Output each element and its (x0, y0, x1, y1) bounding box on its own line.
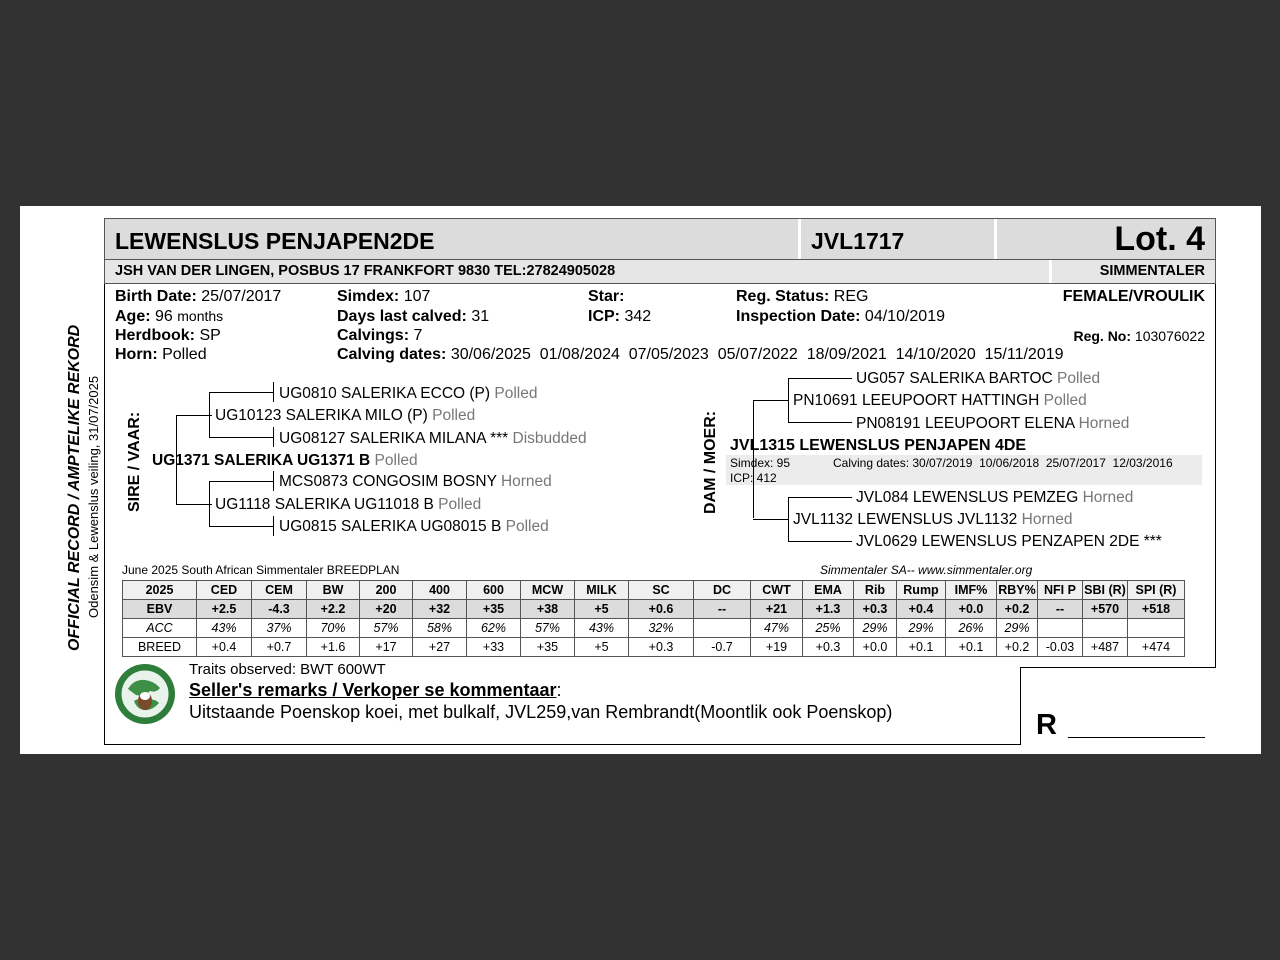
breedplan-cell: SC (629, 581, 694, 600)
icp: ICP: 342 (588, 308, 652, 325)
sire-label: SIRE / VAAR: (126, 411, 143, 512)
breedplan-cell (1083, 619, 1128, 638)
breedplan-cell: +0.1 (946, 638, 997, 657)
dam-sire-dam: PN08191 LEEUPOORT ELENA Horned (856, 415, 1130, 432)
animal-name: LEWENSLUS PENJAPEN2DE (115, 228, 435, 254)
calving-dates: Calving dates: 30/06/2025 01/08/2024 07/05/2023 05/07/2022 18/09/2021 14/10/2020 15/11/2019 (337, 346, 1064, 363)
breedplan-cell: 57% (360, 619, 413, 638)
breedplan-cell (1128, 619, 1185, 638)
breedplan-cell: CEM (252, 581, 307, 600)
dam-name: JVL1315 LEWENSLUS PENJAPEN 4DE (730, 437, 1027, 454)
breedplan-cell: +5 (575, 638, 629, 657)
lot-card (20, 206, 1261, 754)
breedplan-cell: 37% (252, 619, 307, 638)
dam-simdex: Simdex: 95 (730, 456, 791, 470)
breedplan-cell: +27 (413, 638, 467, 657)
r-signature-line (1068, 737, 1205, 738)
breedplan-cell: +487 (1083, 638, 1128, 657)
breedplan-cell: +1.3 (803, 600, 854, 619)
breedplan-cell: 70% (307, 619, 360, 638)
breedplan-cell: 25% (803, 619, 854, 638)
r-label: R (1036, 709, 1057, 741)
sex: FEMALE/VROULIK (1062, 288, 1205, 305)
breedplan-cell: SBI (R) (1083, 581, 1128, 600)
breedplan-cell: +0.3 (854, 600, 897, 619)
breedplan-cell: 62% (467, 619, 521, 638)
breedplan-cell: BW (307, 581, 360, 600)
breedplan-caption: June 2025 South African Simmentaler BREEDPLAN (122, 563, 400, 577)
dam-sire: PN10691 LEEUPOORT HATTINGH Polled (793, 392, 1087, 409)
breedplan-cell: +0.4 (197, 638, 252, 657)
sire-dam-dam: UG0815 SALERIKA UG08015 B Polled (279, 518, 549, 535)
breedplan-cell: +0.3 (629, 638, 694, 657)
days-last-calved: Days last calved: 31 (337, 308, 490, 325)
horn: Horn: Polled (115, 346, 207, 363)
breedplan-cell: RBY% (997, 581, 1038, 600)
breedplan-cell: 32% (629, 619, 694, 638)
breedplan-cell: 29% (997, 619, 1038, 638)
breedplan-cell: -- (694, 600, 751, 619)
reg-status: Reg. Status: REG (736, 288, 869, 305)
simdex: Simdex: 107 (337, 288, 431, 305)
breedplan-cell: 29% (854, 619, 897, 638)
dam-dam-dam: JVL0629 LEWENSLUS PENZAPEN 2DE *** (856, 533, 1162, 550)
breedplan-cell: +0.2 (997, 600, 1038, 619)
breedplan-table (122, 580, 1185, 657)
breedplan-cell: 43% (575, 619, 629, 638)
breedplan-cell: +0.6 (629, 600, 694, 619)
official-record-label: OFFICIAL RECORD / AMPTELIKE REKORD (66, 324, 83, 651)
breedplan-cell: +35 (521, 638, 575, 657)
inspection-date: Inspection Date: 04/10/2019 (736, 308, 945, 325)
breedplan-row (123, 619, 1185, 638)
sire-sire-sire: UG0810 SALERIKA ECCO (P) Polled (279, 385, 538, 402)
sire-sire: UG10123 SALERIKA MILO (P) Polled (215, 407, 476, 424)
breedplan-row (123, 600, 1185, 619)
sire-sire-dam: UG08127 SALERIKA MILANA *** Disbudded (279, 430, 587, 447)
dam-calving-dates: Calving dates: 30/07/2019 10/06/2018 25/07/2017 12/03/2016 (833, 456, 1173, 470)
sire-dam: UG1118 SALERIKA UG11018 B Polled (215, 496, 482, 513)
breedplan-cell: +0.7 (252, 638, 307, 657)
breedplan-cell: +518 (1128, 600, 1185, 619)
star: Star: (588, 288, 625, 305)
breedplan-cell (694, 619, 751, 638)
breedplan-cell: EMA (803, 581, 854, 600)
breedplan-cell: -0.03 (1038, 638, 1083, 657)
breedplan-cell: +0.4 (897, 600, 946, 619)
dam-icp: ICP: 412 (730, 471, 777, 485)
breedplan-cell: 57% (521, 619, 575, 638)
breedplan-cell: +0.0 (854, 638, 897, 657)
breedplan-cell: 2025 (123, 581, 197, 600)
breedplan-cell: NFI P (1038, 581, 1083, 600)
breedplan-cell: +570 (1083, 600, 1128, 619)
breedplan-website: Simmentaler SA-- www.simmentaler.org (820, 563, 1033, 577)
breedplan-cell: EBV (123, 600, 197, 619)
breedplan-cell: +0.3 (803, 638, 854, 657)
breedplan-cell: +19 (751, 638, 803, 657)
dam-label: DAM / MOER: (702, 410, 719, 514)
breedplan-cell: +0.2 (997, 638, 1038, 657)
breedplan-cell: Rump (897, 581, 946, 600)
breedplan-cell: 600 (467, 581, 521, 600)
breedplan-cell: ACC (123, 619, 197, 638)
breedplan-cell: 29% (897, 619, 946, 638)
herdbook: Herdbook: SP (115, 327, 221, 344)
breedplan-cell: 400 (413, 581, 467, 600)
breedplan-cell: +20 (360, 600, 413, 619)
lot-number: Lot. 4 (1114, 220, 1205, 258)
breedplan-cell: 200 (360, 581, 413, 600)
breedplan-cell: +21 (751, 600, 803, 619)
breedplan-row (123, 638, 1185, 657)
breedplan-cell: Rib (854, 581, 897, 600)
breedplan-cell: +2.2 (307, 600, 360, 619)
breedplan-cell: 58% (413, 619, 467, 638)
breedplan-cell: SPI (R) (1128, 581, 1185, 600)
breedplan-row (123, 581, 1185, 600)
seller-remarks: Uitstaande Poenskop koei, met bulkalf, JVL259,van Rembrandt(Moontlik ook Poenskop) (189, 702, 893, 722)
breedplan-cell: +0.0 (946, 600, 997, 619)
reg-no: Reg. No: 103076022 (1073, 328, 1205, 344)
breedplan-cell: -0.7 (694, 638, 751, 657)
sire-name: UG1371 SALERIKA UG1371 B Polled (152, 452, 418, 469)
breedplan-cell: MCW (521, 581, 575, 600)
breedplan-cell: +2.5 (197, 600, 252, 619)
dam-dam: JVL1132 LEWENSLUS JVL1132 Horned (793, 511, 1073, 528)
simmentaler-globe-logo-icon (114, 663, 176, 725)
auction-label: Odensim & Lewenslus veiling, 31/07/2025 (86, 375, 101, 618)
breedplan-cell: +35 (467, 600, 521, 619)
breedplan-cell: +17 (360, 638, 413, 657)
remarks-heading: Seller's remarks / Verkoper se kommentaar: (189, 680, 562, 700)
breedplan-cell: IMF% (946, 581, 997, 600)
header-row (104, 218, 1216, 260)
breedplan-cell: +0.1 (897, 638, 946, 657)
breedplan-cell: -- (1038, 600, 1083, 619)
breedplan-cell (1038, 619, 1083, 638)
breedplan-cell: +32 (413, 600, 467, 619)
age: Age: 96 months (115, 308, 224, 325)
breedplan-cell: +1.6 (307, 638, 360, 657)
traits-observed: Traits observed: BWT 600WT (189, 661, 386, 678)
breedplan-cell: CWT (751, 581, 803, 600)
breedplan-cell: CED (197, 581, 252, 600)
breedplan-cell: 43% (197, 619, 252, 638)
dam-dam-sire: JVL084 LEWENSLUS PEMZEG Horned (856, 489, 1134, 506)
breedplan-cell: DC (694, 581, 751, 600)
breedplan-cell: -4.3 (252, 600, 307, 619)
breeder-row (104, 260, 1216, 284)
breedplan-cell: +5 (575, 600, 629, 619)
breedplan-cell: +474 (1128, 638, 1185, 657)
breedplan-cell: +38 (521, 600, 575, 619)
breeder-line: JSH VAN DER LINGEN, POSBUS 17 FRANKFORT 9830 TEL:27824905028 (115, 263, 616, 279)
animal-id: JVL1717 (811, 228, 905, 254)
breedplan-cell: MILK (575, 581, 629, 600)
birth-date: Birth Date: 25/07/2017 (115, 288, 282, 305)
breed-name: SIMMENTALER (1099, 263, 1205, 279)
calvings: Calvings: 7 (337, 327, 423, 344)
breedplan-cell: 26% (946, 619, 997, 638)
breedplan-cell: 47% (751, 619, 803, 638)
breedplan-cell: BREED (123, 638, 197, 657)
breedplan-cell: +33 (467, 638, 521, 657)
sire-dam-sire: MCS0873 CONGOSIM BOSNY Horned (279, 473, 552, 490)
dam-sire-sire: UG057 SALERIKA BARTOC Polled (856, 370, 1101, 387)
